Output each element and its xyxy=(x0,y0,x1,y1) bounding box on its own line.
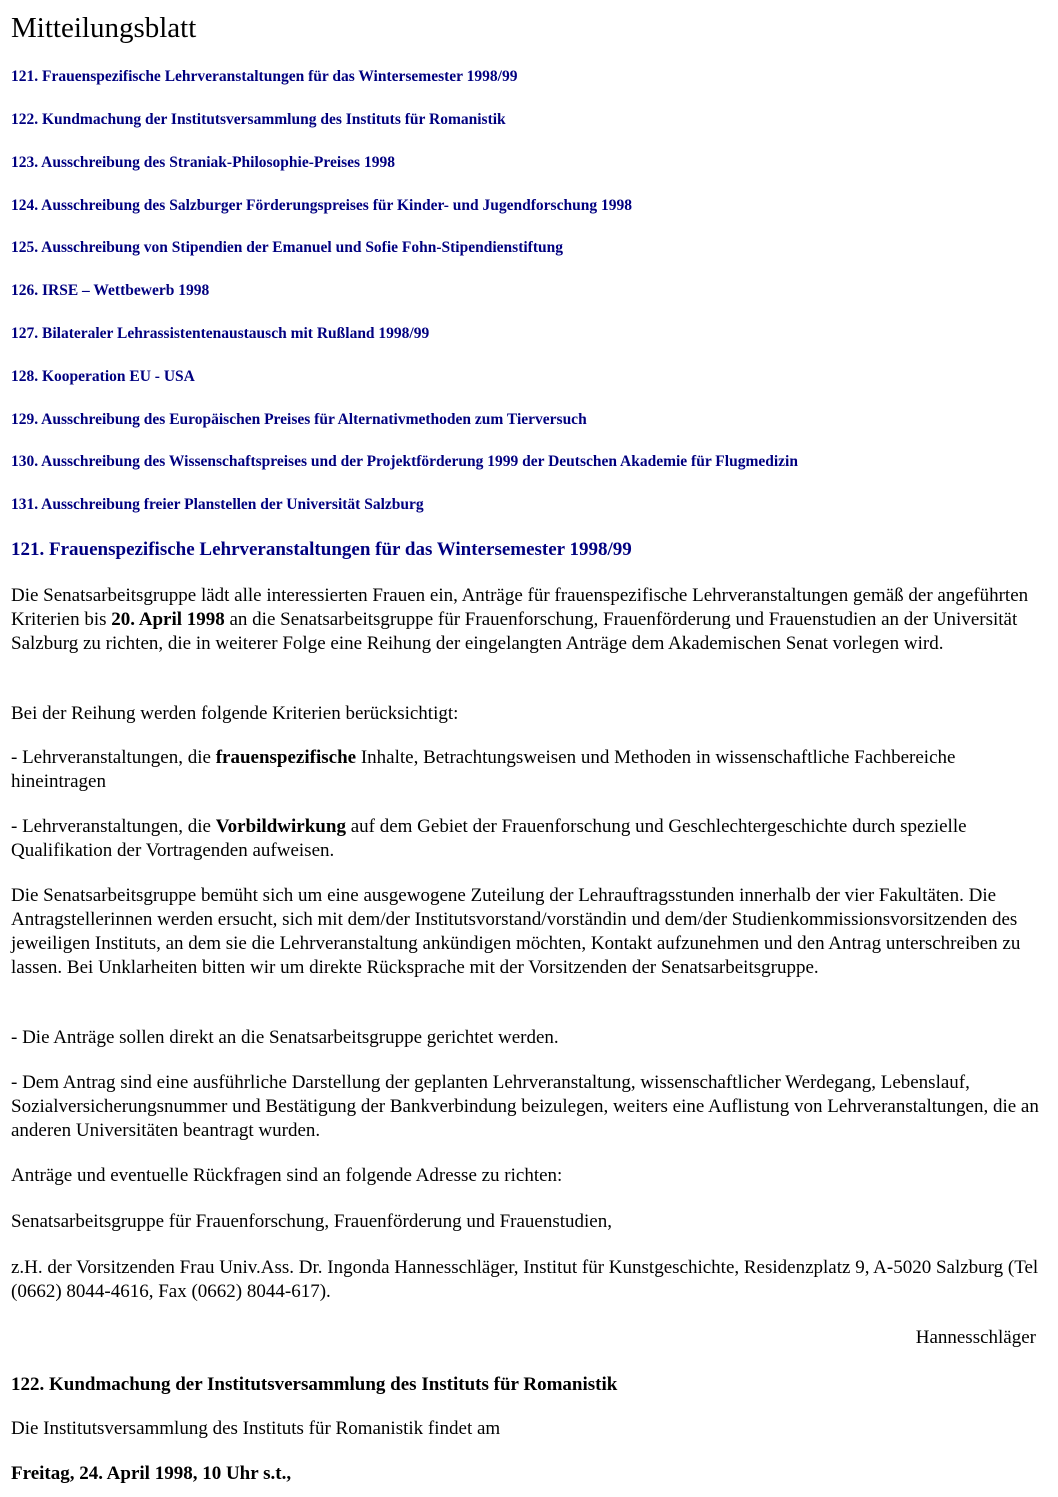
section-121-paragraph-6: - Die Anträge sollen direkt an die Senatsarbeitsgruppe gerichtet werden. xyxy=(11,1027,559,1048)
section-121-paragraph-1 xyxy=(11,584,1051,656)
section-121-paragraph-7: - Dem Antrag sind eine ausführliche Darstellung der geplanten Lehrveranstaltung, wissenschaftlicher Werdegang, Lebenslauf, Sozialversicherungsnummer und Bestätigung der Bankverbindung beizulegen, weiters eine Auflistung von Lehrveranstaltungen, die an anderen Universitäten beantragt wurden. xyxy=(11,1072,1039,1141)
text-span: auf dem Gebiet der Frauenforschung und Geschlechtergeschichte durch spezielle Qualifikation der Vortragenden aufweisen. xyxy=(11,816,967,861)
toc-link-124[interactable]: 124. Ausschreibung des Salzburger Förderungspreises für Kinder- und Jugendforschung 1998 xyxy=(11,197,632,214)
deadline-date: 20. April 1998 xyxy=(111,609,225,630)
signature: Hannesschläger xyxy=(915,1327,1036,1348)
toc-link-131[interactable]: 131. Ausschreibung freier Planstellen der Universität Salzburg xyxy=(11,496,424,513)
text-span: an die Senatsarbeitsgruppe für Frauenforschung, Frauenförderung und Frauenstudien an der Universität Salzburg zu richten, die in weiterer Folge eine Reihung der eingelangten Anträge dem Akademischen Senat vorlegen wird. xyxy=(11,609,1018,654)
address-organization: Senatsarbeitsgruppe für Frauenforschung, Frauenförderung und Frauenstudien, xyxy=(11,1211,612,1232)
text-span: - Lehrveranstaltungen, die xyxy=(11,816,216,837)
section-122-paragraph-1: Die Institutsversammlung des Instituts für Romanistik findet am xyxy=(11,1418,501,1439)
text-span: - Lehrveranstaltungen, die xyxy=(11,747,216,768)
toc-link-130[interactable]: 130. Ausschreibung des Wissenschaftspreises und der Projektförderung 1999 der Deutschen Akademie für Flugmedizin xyxy=(11,453,798,470)
criterion-2 xyxy=(11,815,1051,863)
toc-link-125[interactable]: 125. Ausschreibung von Stipendien der Emanuel und Sofie Fohn-Stipendienstiftung xyxy=(11,239,563,256)
meeting-date: Freitag, 24. April 1998, 10 Uhr s.t., xyxy=(11,1463,292,1484)
bold-term: frauenspezifische xyxy=(215,747,357,768)
section-122-heading: 122. Kundmachung der Institutsversammlung des Instituts für Romanistik xyxy=(11,1374,618,1395)
toc-link-126[interactable]: 126. IRSE – Wettbewerb 1998 xyxy=(11,282,210,299)
section-121-heading: 121. Frauenspezifische Lehrveranstaltungen für das Wintersemester 1998/99 xyxy=(11,539,632,560)
section-121-paragraph-5: Die Senatsarbeitsgruppe bemüht sich um eine ausgewogene Zuteilung der Lehrauftragsstunden innerhalb der vier Fakultäten. Die Antragstellerinnen werden ersucht, sich mit dem/der Institutsvorstand/vorständin und dem/der Studienkommissionsvorsitzenden des jeweiligen Instituts, an dem sie die Lehrveranstaltung ankündigen möchten, Kontakt aufzunehmen und den Antrag unterschreiben zu lassen. Bei Unklarheiten bitten wir um direkte Rücksprache mit der Vorsitzenden der Senatsarbeitsgruppe. xyxy=(11,885,1021,978)
criterion-1 xyxy=(11,746,1051,794)
section-121-paragraph-8: Anträge und eventuelle Rückfragen sind an folgende Adresse zu richten: xyxy=(11,1165,563,1186)
toc-link-127[interactable]: 127. Bilateraler Lehrassistentenaustausch mit Rußland 1998/99 xyxy=(11,325,430,342)
toc-link-122[interactable]: 122. Kundmachung der Institutsversammlung des Instituts für Romanistik xyxy=(11,111,506,128)
document-title: Mitteilungsblatt xyxy=(11,12,197,44)
toc-link-123[interactable]: 123. Ausschreibung des Straniak-Philosophie-Preises 1998 xyxy=(11,154,395,171)
toc-link-121[interactable]: 121. Frauenspezifische Lehrveranstaltungen für das Wintersemester 1998/99 xyxy=(11,68,518,85)
bold-term: Vorbildwirkung xyxy=(215,816,346,837)
text-span: Inhalte, Betrachtungsweisen und Methoden in wissenschaftliche Fachbereiche hineintragen xyxy=(11,747,956,792)
text-span: Die Senatsarbeitsgruppe lädt alle interessierten Frauen ein, Anträge für frauenspezifische Lehrveranstaltungen gemäß der angeführten Kriterien bis xyxy=(11,585,1029,630)
toc-link-128[interactable]: 128. Kooperation EU - USA xyxy=(11,368,195,385)
section-121-paragraph-2: Bei der Reihung werden folgende Kriterien berücksichtigt: xyxy=(11,703,459,724)
toc-link-129[interactable]: 129. Ausschreibung des Europäischen Preises für Alternativmethoden zum Tierversuch xyxy=(11,411,587,428)
address-contact: z.H. der Vorsitzenden Frau Univ.Ass. Dr. Ingonda Hannesschläger, Institut für Kunstgeschichte, Residenzplatz 9, A-5020 Salzburg (Tel (0662) 8044-4616, Fax (0662) 8044-617). xyxy=(11,1257,1039,1302)
